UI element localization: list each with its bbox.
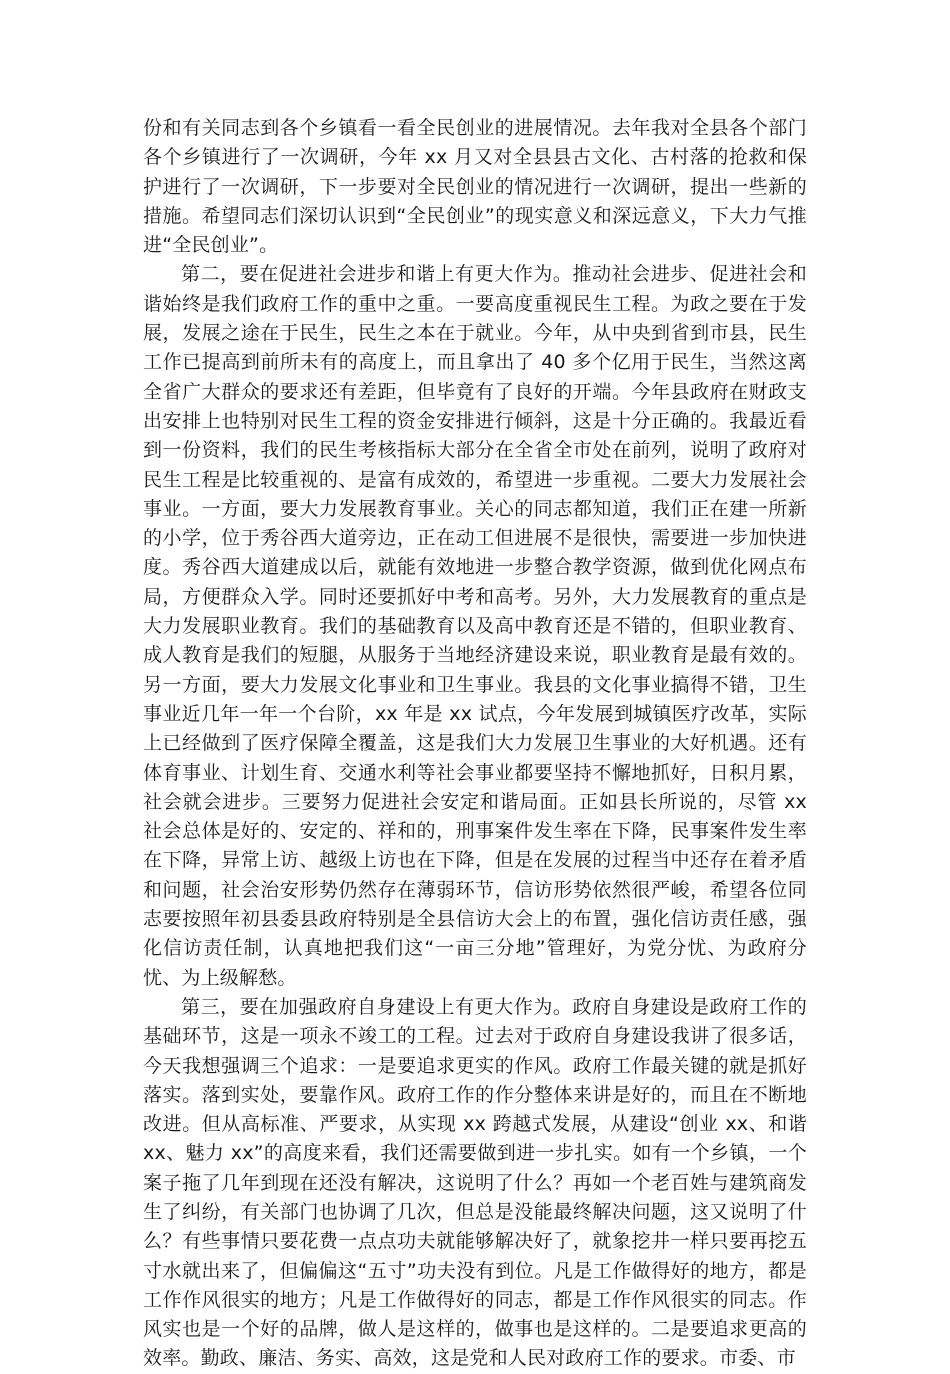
- paragraph-third-point: 第三，要在加强政府自身建设上有更大作为。政府自身建设是政府工作的基础环节，这是一项永不竣工的工程。过去对于政府自身建设我讲了很多话，今天我想强调三个追求：一是要追求更实的作风。政府工作最关键的就是抓好落实。落到实处，要靠作风。政府工作的作分整体来讲是好的，而且在不断地改进。但从高标准、严要求，从实现 xx 跨越式发展，从建设“创业 xx、和谐xx、魅力 xx”的高度来看，我们还需要做到进一步扎实。如有一个乡镇，一个案子拖了几年到现在还没有解决，这说明了什么？再如一个老百姓与建筑商发生了纠纷，有关部门也协调了几次，但总是没能最终解决问题，这又说明了什么？有些事情只要花费一点点功夫就能够解决好了，就象挖井一样只要再挖五寸水就出来了，但偏偏这“五寸”功夫没有到位。凡是工作做得好的地方，都是工作作风很实的地方；凡是工作做得好的同志，都是工作作风很实的同志。作风实也是一个好的品牌，做人是这样的，做事也是这样的。二是要追求更高的效率。勤政、廉洁、务实、高效，这是党和人民对政府工作的要求。市委、市: [143, 995, 807, 1370]
- paragraph-second-point: 第二，要在促进社会进步和谐上有更大作为。推动社会进步、促进社会和谐始终是我们政府工作的重中之重。一要高度重视民生工程。为政之要在于发展，发展之途在于民生，民生之本在于就业。今年，从中央到省到市县，民生工作已提高到前所未有的高度上，而且拿出了 40 多个亿用于民生，当然这离全省广大群众的要求还有差距，但毕竟有了良好的开端。今年县政府在财政支出安排上也特别对民生工程的资金安排进行倾斜，这是十分正确的。我最近看到一份资料，我们的民生考核指标大部分在全省全市处在前列，说明了政府对民生工程是比较重视的、是富有成效的，希望进一步重视。二要大力发展社会事业。一方面，要大力发展教育事业。关心的同志都知道，我们正在建一所新的小学，位于秀谷西大道旁边，正在动工但进展不是很快，需要进一步加快进度。秀谷西大道建成以后，就能有效地进一步整合教学资源，做到优化网点布局，方便群众入学。同时还要抓好中考和高考。另外，大力发展教育的重点是大力发展职业教育。我们的基础教育以及高中教育还是不错的，但职业教育、成人教育是我们的短腿，从服务于当地经济建设来说，职业教育是最有效的。另一方面，要大力发展文化事业和卫生事业。我县的文化事业搞得不错，卫生事业近几年一年一个台阶，xx 年是 xx 试点，今年发展到城镇医疗改革，实际上已经做到了医疗保障全覆盖，这是我们大力发展卫生事业的大好机遇。还有体育事业、计划生育、交通水利等社会事业都要坚持不懈地抓好，日积月累，社会就会进步。三要努力促进社会安定和谐局面。正如县长所说的，尽管 xx 社会总体是好的、安定的、祥和的，刑事案件发生率在下降，民事案件发生率在下降，异常上访、越级上访也在下降，但是在发展的过程当中还存在着矛盾和问题，社会治安形势仍然存在薄弱环节，信访形势依然很严峻，希望各位同志要按照年初县委县政府特别是全县信访大会上的布置，强化信访责任感，强化信访责任制，认真地把我们这“一亩三分地”管理好，为党分忧、为政府分忧、为上级解愁。: [143, 263, 807, 989]
- document-body: [143, 114, 807, 1374]
- paragraph-continuation: 份和有关同志到各个乡镇看一看全民创业的进展情况。去年我对全县各个部门各个乡镇进行了一次调研，今年 xx 月又对全县县古文化、古村落的抢救和保护进行了一次调研，下一步要对全民创业的情况进行一次调研，提出一些新的措施。希望同志们深切认识到“全民创业”的现实意义和深远意义，下大力气推进“全民创业”。: [143, 117, 807, 257]
